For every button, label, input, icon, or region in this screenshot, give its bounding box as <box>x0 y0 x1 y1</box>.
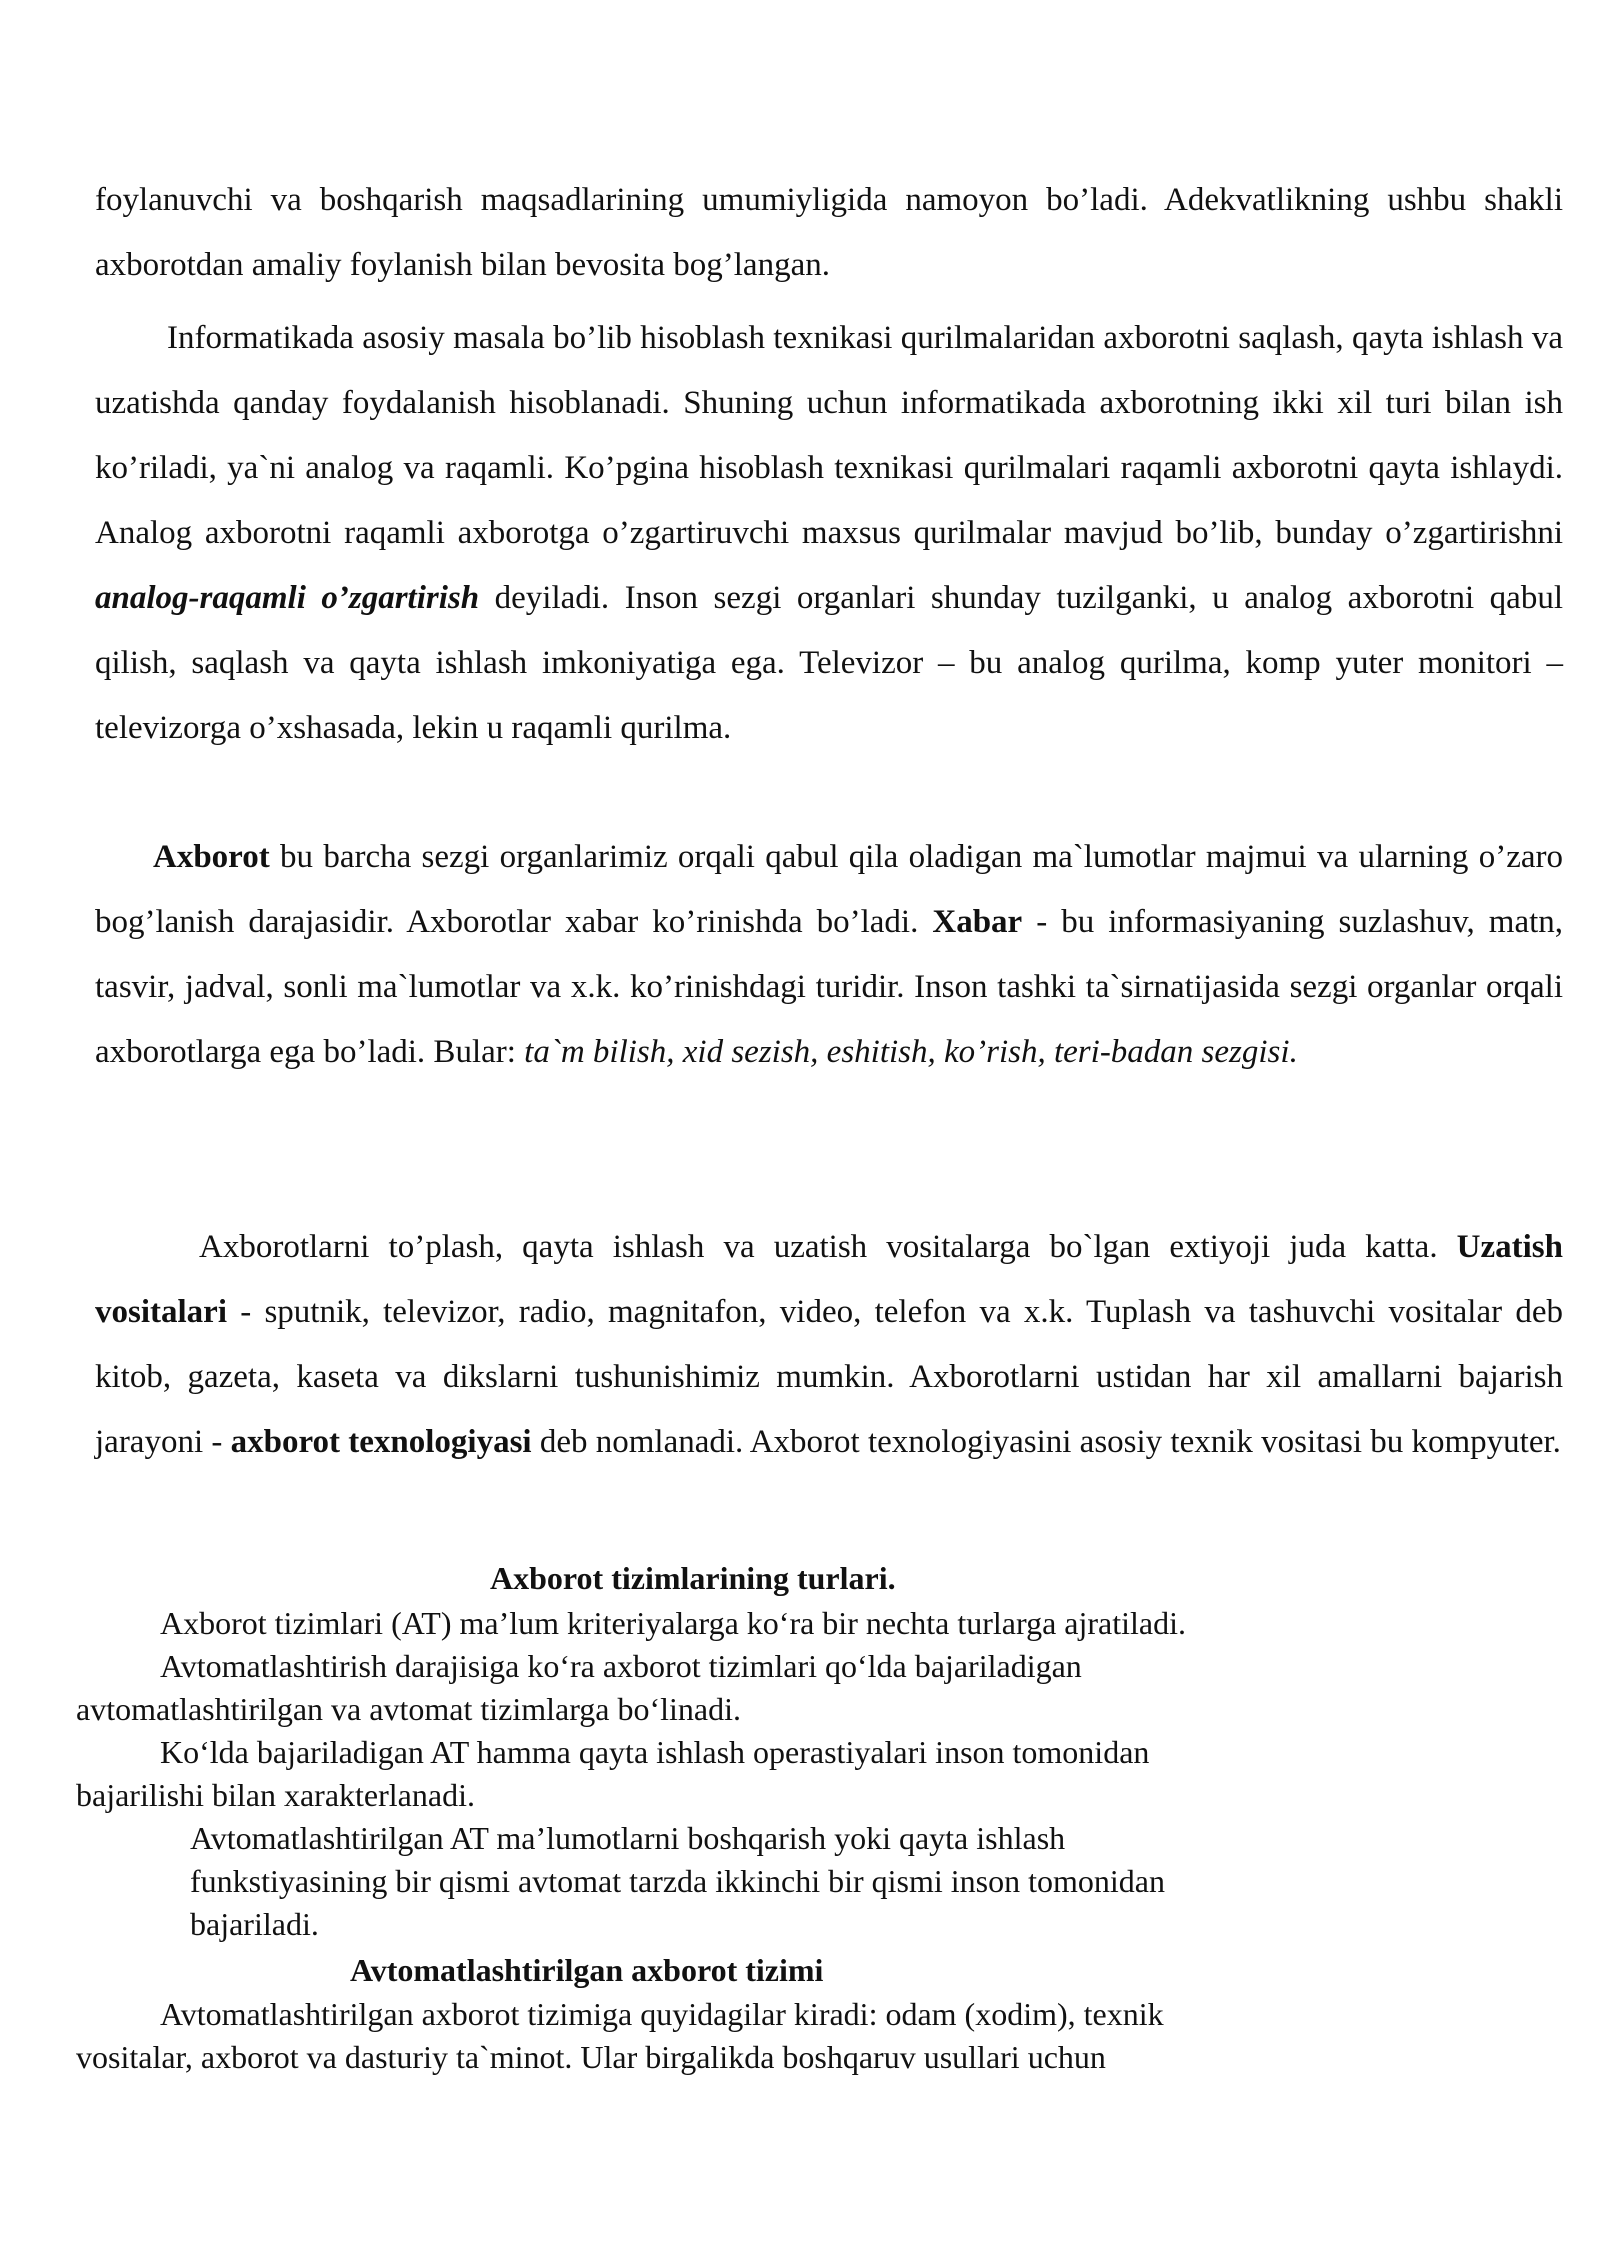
line-s3-2: bajarilishi bilan xarakterlanadi. <box>76 1777 475 1813</box>
line-s1: Axborot tizimlari (AT) ma’lum kriteriyalarga ko‘ra bir nechta turlarga ajratiladi. <box>160 1605 1186 1641</box>
paragraph-2-text-a: Informatikada asosiy masala bo’lib hisoblash texnikasi qurilmalaridan axborotni saqlash, qayta ishlash va uzatishda qanday foydalanish hisoblanadi. Shuning uchun informatikada axborotning ikki xil turi bilan ish ko’riladi, ya`ni analog va raqamli. Ko’pgina hisoblash texnikasi qurilmalari raqamli axborotni qayta ishlaydi. Analog axborotni raqamli axborotga o’zgartiruvchi maxsus qurilmalar mavjud bo’lib, bunday o’zgartirishni <box>95 320 1563 551</box>
senses-list: ta`m bilish, xid sezish, eshitish, ko’rish, teri-badan sezgisi. <box>524 1034 1298 1070</box>
paragraph-1 <box>95 168 1563 298</box>
paragraph-2-text-b: deyiladi. Inson sezgi organlari shunday tuzilganki, u analog axborotni qabul qilish, saqlash va qayta ishlash imkoniyatiga ega. Televizor – bu analog qurilma, komp yuter monitori – televizorga o’xshasada, lekin u raqamli qurilma. <box>95 580 1563 746</box>
term-analog-digital: analog-raqamli o’zgartirish <box>95 580 480 616</box>
line-s3-1: Ko‘lda bajariladigan AT hamma qayta ishlash operastiyalari inson tomonidan <box>160 1734 1150 1770</box>
line-s4-2: funkstiyasining bir qismi avtomat tarzda ikkinchi bir qismi inson tomonidan <box>190 1863 1165 1899</box>
line-s2-2: avtomatlashtirilgan va avtomat tizimlarga bo‘linadi. <box>76 1691 741 1727</box>
paragraph-4-text-c: deb nomlanadi. Axborot texnologiyasini asosiy texnik vositasi bu kompyuter. <box>531 1424 1561 1460</box>
line-s4-1: Avtomatlashtirilgan AT ma’lumotlarni boshqarish yoki qayta ishlash <box>190 1820 1066 1856</box>
paragraph-4-text-a: Axborotlarni to’plash, qayta ishlash va uzatish vositalarga bo`lgan extiyoji juda katta. <box>199 1229 1457 1265</box>
line-s5-2: vositalar, axborot va dasturiy ta`minot. Ular birgalikda boshqaruv usullari uchun <box>76 2039 1106 2075</box>
term-axborot-texnologiyasi: axborot texnologiyasi <box>230 1424 532 1460</box>
paragraph-3 <box>95 825 1563 1085</box>
line-s2-1: Avtomatlashtirish darajisiga ko‘ra axborot tizimlari qo‘lda bajariladigan <box>160 1648 1082 1684</box>
heading-axborot-tizimlari-turlari: Axborot tizimlarining turlari. <box>490 1560 896 1596</box>
paragraph-4 <box>95 1215 1563 1475</box>
heading-avtomatlashtirilgan-axborot-tizimi: Avtomatlashtirilgan axborot tizimi <box>350 1952 824 1988</box>
paragraph-4-text-b: - sputnik, televizor, radio, magnitafon, video, telefon va x.k. Tuplash va tashuvchi vositalar deb kitob, gazeta, kaseta va dikslarni tushunishimiz mumkin. Axborotlarni ustidan har xil amallarni bajarish jarayoni - <box>95 1294 1563 1460</box>
term-axborot: Axborot <box>153 839 270 875</box>
term-uzatish-vositalari: Uzatish vositalari <box>95 1229 1563 1330</box>
paragraph-1-text: foylanuvchi va boshqarish maqsadlarining umumiyligida namoyon bo’ladi. Adekvatlikning ushbu shakli axborotdan amaliy foylanish bilan bevosita bog’langan. <box>95 182 1563 283</box>
paragraph-3-text-b: - bu informasiyaning suzlashuv, matn, tasvir, jadval, sonli ma`lumotlar va x.k. ko’rinishdagi turidir. Inson tashki ta`sirnatijasida sezgi organlar orqali axborotlarga ega bo’ladi. Bular: <box>95 904 1564 1070</box>
line-s5-1: Avtomatlashtirilgan axborot tizimiga quyidagilar kiradi: odam (xodim), texnik <box>160 1996 1164 2032</box>
line-s4-3: bajariladi. <box>190 1906 319 1942</box>
paragraph-3-text-a: bu barcha sezgi organlarimiz orqali qabul qila oladigan ma`lumotlar majmui va ularning o’zaro bog’lanish darajasidir. Axborotlar xabar ko’rinishda bo’ladi. <box>95 839 1563 940</box>
paragraph-2 <box>95 306 1563 761</box>
term-xabar: Xabar <box>932 904 1023 940</box>
